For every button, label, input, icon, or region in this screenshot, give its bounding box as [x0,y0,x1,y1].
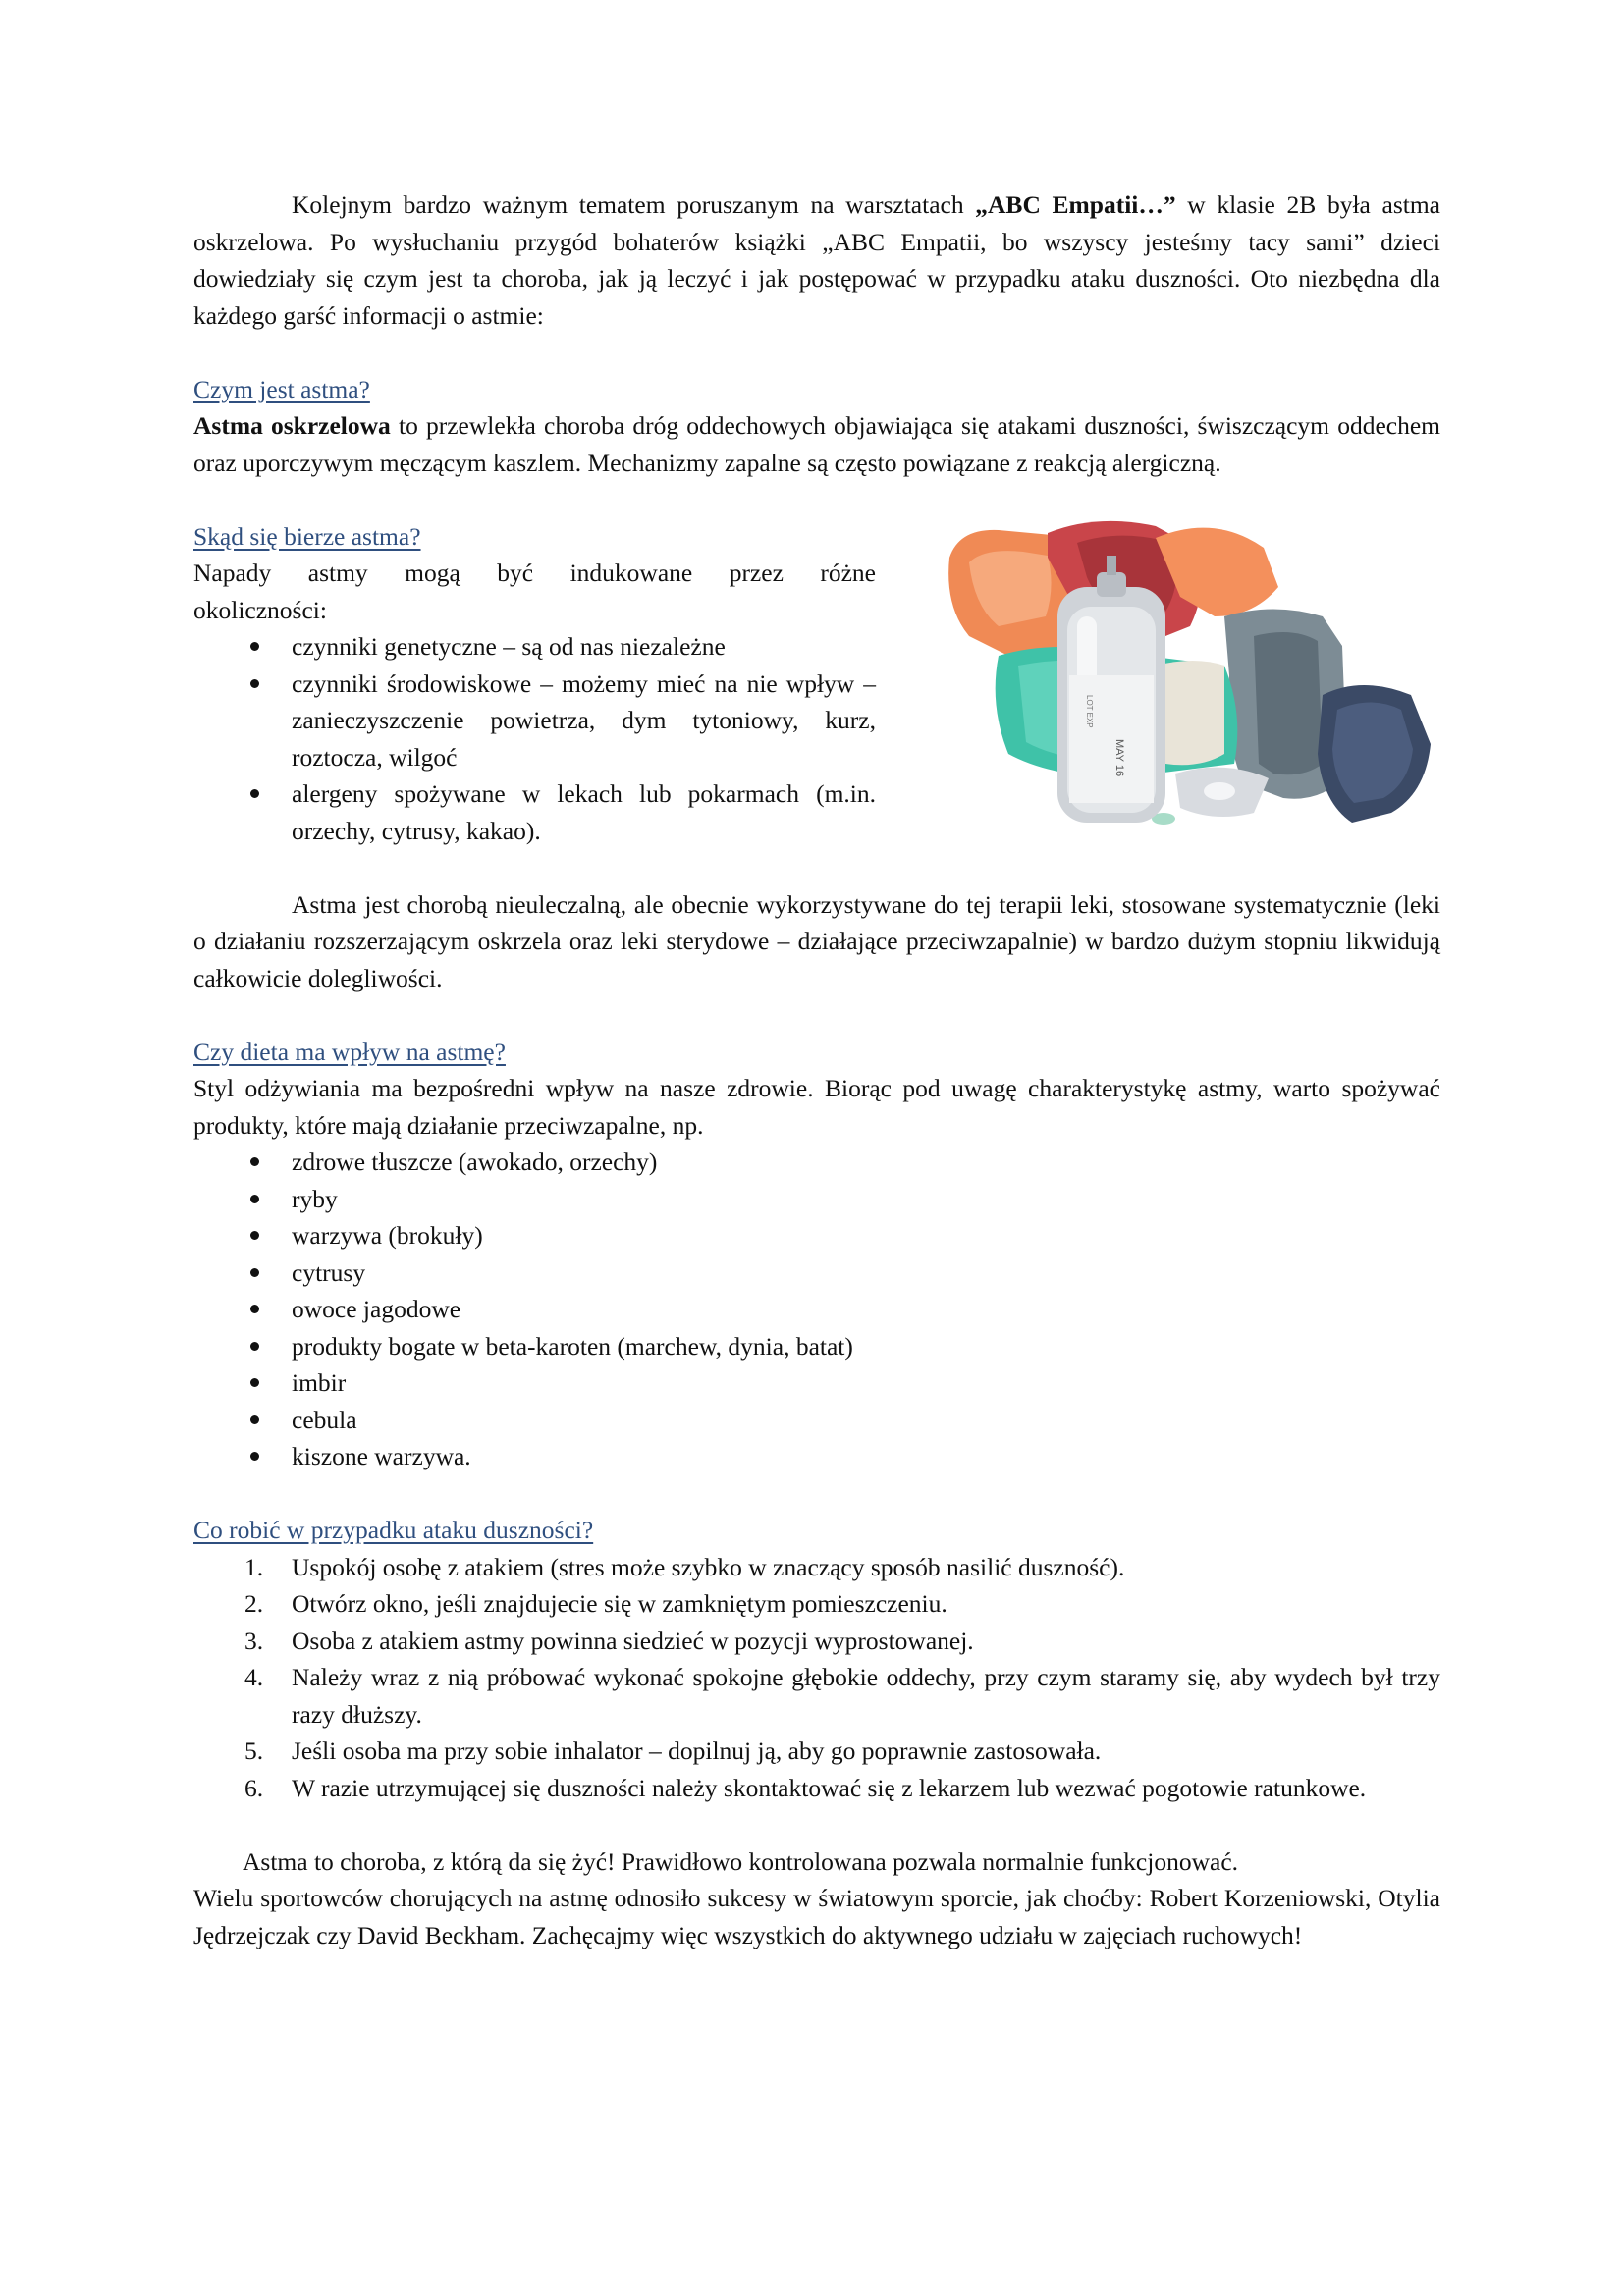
canister-lot-label: LOT EXP [1085,694,1094,728]
list-item [193,1770,1440,1807]
term-asthma: Astma oskrzelowa [193,411,391,440]
list-item [193,1623,1440,1660]
list-item: ryby [193,1181,1440,1218]
list-item [193,1549,1440,1586]
document-page [193,187,1440,1953]
heading-what-is-asthma: Czym jest astma? [193,374,370,403]
causes-list [193,628,876,849]
intro-text-start: Kolejnym bardzo ważnym tematem poruszanym na warsztatach [292,190,976,219]
heading-diet: Czy dieta ma wpływ na astmę? [193,1037,506,1066]
list-item [193,1733,1440,1770]
step-text: W razie utrzymującej się duszności należy skontaktować się z lekarzem lub wezwać pogotowie ratunkowe. [292,1773,1367,1802]
list-item: owoce jagodowe [193,1291,1440,1328]
step-number: 3. [244,1626,264,1655]
list-item: alergeny spożywane w lekach lub pokarmach (m.in. orzechy, cytrusy, kakao). [193,775,876,849]
list-item: zdrowe tłuszcze (awokado, orzechy) [193,1144,1440,1181]
workshop-title: „ABC Empatii…” [975,190,1176,219]
step-number: 1. [244,1552,264,1581]
list-item [193,1659,1440,1733]
step-number: 6. [244,1773,264,1802]
causes-intro-line1: Napady astmy mogą być indukowane przez różne [193,559,876,587]
step-number: 5. [244,1736,264,1765]
attack-steps-list [193,1549,1440,1807]
causes-section [193,518,1440,850]
step-text: Jeśli osoba ma przy sobie inhalator – dopilnuj ją, aby go poprawnie zastosowała. [292,1736,1102,1765]
inhalers-image [930,518,1440,842]
list-item: czynniki środowiskowe – możemy mieć na nie wpływ – zanieczyszczenie powietrza, dym tytoniowy, kurz, roztocza, wilgoć [193,666,876,776]
step-number: 2. [244,1589,264,1618]
heading-causes: Skąd się bierze astma? [193,521,421,551]
intro-text-end: w klasie 2B była astma oskrzelowa. Po wysłuchaniu przygód bohaterów książki „ABC Empatii, bo wszyscy jesteśmy tacy sami” dzieci dowiedziały się czym jest ta choroba, jak ją leczyć i jak postępować w przypadku ataku duszności. Oto niezbędna dla każdego garść informacji o astmie: [193,190,1440,330]
causes-text-column [193,518,876,850]
list-item: imbir [193,1364,1440,1402]
step-text: Uspokój osobę z atakiem (stres może szybko w znaczący sposób nasilić duszność). [292,1552,1125,1581]
closing-line: Astma to choroba, z którą da się żyć! Prawidłowo kontrolowana pozwala normalnie funkcjonować. [243,1846,1239,1876]
causes-intro-line2: okoliczności: [193,595,327,624]
list-item: warzywa (brokuły) [193,1217,1440,1255]
definition-text: to przewlekła choroba dróg oddechowych objawiająca się atakami duszności, świszczącym oddechem oraz uporczywym męczącym kaszlem. Mechanizmy zapalne są często powiązane z reakcją alergiczną. [193,411,1440,477]
diet-paragraph: Styl odżywiania ma bezpośredni wpływ na nasze zdrowie. Biorąc pod uwagę charakterystykę astmy, warto spożywać produkty, które mają działanie przeciwzapalne, np. [193,1074,1440,1140]
heading-attack: Co robić w przypadku ataku duszności? [193,1516,594,1544]
list-item: kiszone warzywa. [193,1438,1440,1475]
intro-paragraph [193,187,1440,334]
canister-label: MAY 16 [1113,738,1125,776]
list-item: czynniki genetyczne – są od nas niezależne [193,628,876,666]
list-item: cytrusy [193,1255,1440,1292]
treatment-paragraph: Astma jest chorobą nieuleczalną, ale obecnie wykorzystywane do tej terapii leki, stosowane systematycznie (leki o działaniu rozszerzającym oskrzela oraz leki sterydowe – działające przeciwzapalnie) w bardzo dużym stopniu likwidują całkowicie dolegliwości. [193,889,1440,992]
step-text: Osoba z atakiem astmy powinna siedzieć w pozycji wyprostowanej. [292,1626,974,1655]
list-item [193,1585,1440,1623]
list-item: cebula [193,1402,1440,1439]
definition-paragraph [193,407,1440,481]
list-item: produkty bogate w beta-karoten (marchew, dynia, batat) [193,1328,1440,1365]
step-text: Należy wraz z nią próbować wykonać spokojne głębokie oddechy, przy czym staramy się, aby wydech był trzy razy dłuższy. [292,1663,1440,1729]
step-text: Otwórz okno, jeśli znajdujecie się w zamkniętym pomieszczeniu. [292,1589,947,1618]
step-number: 4. [244,1663,264,1691]
diet-list [193,1144,1440,1475]
closing-paragraph: Wielu sportowców chorujących na astmę odnosiło sukcesy w światowym sporcie, jak choćby: Robert Korzeniowski, Otylia Jędrzejczak czy David Beckham. Zachęcajmy więc wszystkich do aktywnego udziału w zajęciach ruchowych! [193,1884,1440,1949]
